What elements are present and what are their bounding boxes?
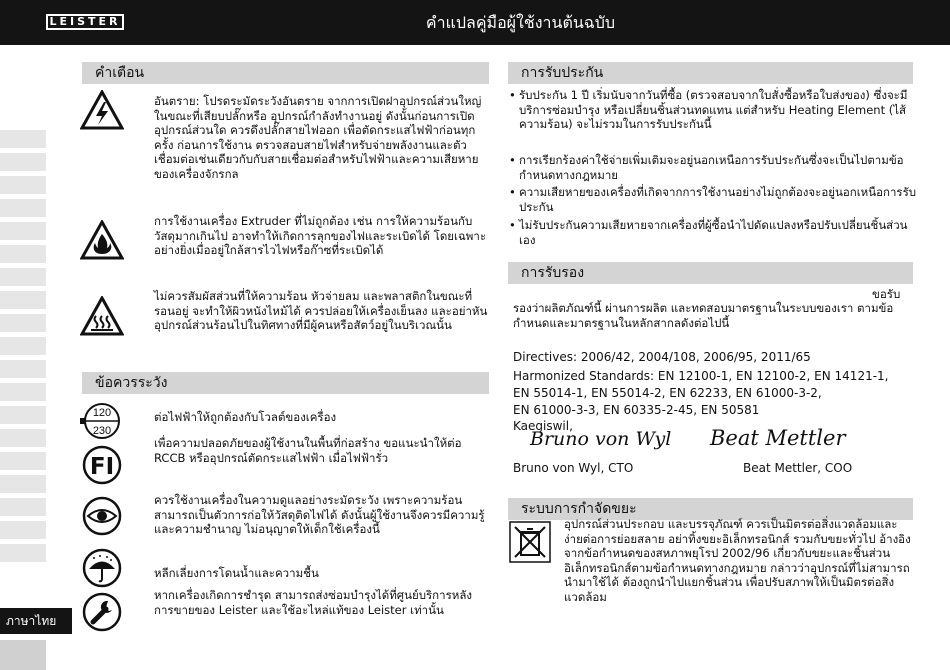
page-title: คำแปลคู่มือผู้ใช้งานต้นฉบับ xyxy=(425,13,615,32)
warranty-section-title: การรับประกัน xyxy=(508,62,913,84)
top-header-bar xyxy=(0,0,950,45)
side-tab xyxy=(0,314,46,332)
side-tab xyxy=(0,337,46,355)
disposal-text: อุปกรณ์ส่วนประกอบ และบรรจุภัณฑ์ ควรเป็นมิตรต่อสิ่งแวดล้อมและง่ายต่อการย่อยสลาย อย่าทิ้งขยะอิเล็กทรอนิกส์ รวมกับขยะทั่วไป อ้างอิงจากข้อกำหนดของสหภาพยุโรป 2002/96 เกี่ยวกับขยะและชิ้นส่วนอิเล็กทรอนิกส์ตามข้อกำหนดทางกฎหมาย กล่าวว่าอุปกรณ์ที่ไม่สามารถนำมาใช้ได้ ต้องถูกนำไปแยกชิ้นส่วน เพื่อปรับสภาพให้เป็นมิตรต่อสิ่งแวดล้อม xyxy=(564,517,911,604)
language-tab-thai: ภาษาไทย xyxy=(0,608,72,634)
side-tab xyxy=(0,429,46,447)
certification-directives: Directives: 2006/42, 2004/108, 2006/95, 2011/65 xyxy=(513,350,811,364)
certification-standards: EN 61000-3-3, EN 60335-2-45, EN 50581 xyxy=(513,403,760,417)
warning-text-hot-surface: ไม่ควรสัมผัสส่วนที่ให้ความร้อน หัวจ่ายลม และพลาสติกในขณะที่รอนอยู่ จะทำให้ผิวหนังไหม้ได้ ควรปล่อยให้เครื่องเย็นลง และอย่าหันอุปกรณ์ส่วนร้อนไปในทิศทางที่มีผู้คนหรือสัตว์อยู่ในบริเวณนั้น xyxy=(154,289,488,332)
side-tab xyxy=(0,268,46,286)
side-tab xyxy=(0,245,46,263)
fi-breaker-icon xyxy=(80,445,124,485)
warranty-bullet: • การเรียกร้องค่าใช้จ่ายเพิ่มเติมจะอยู่นอกเหนือการรับประกันซึ่งจะเป็นไปตามข้อกำหนดทางกฎหมาย xyxy=(509,153,923,182)
side-tab xyxy=(0,199,46,217)
bottom-side-tab xyxy=(0,640,46,670)
signature-bruno: Bruno von Wyl xyxy=(530,428,672,450)
eye-icon xyxy=(80,496,124,536)
signature-beat: Beat Mettler xyxy=(710,426,846,450)
side-tabs xyxy=(0,130,46,567)
caution-text-service: หากเครื่องเกิดการชำรุด สามารถส่งซ่อมบำรุงได้ที่ศูนย์บริการหลังการขายของ Leister และใช้อะไหล่แท้ของ Leister เท่านั้น xyxy=(154,588,473,617)
side-tab xyxy=(0,406,46,424)
warning-section-title: คำเตือน xyxy=(82,62,489,84)
caution-text-voltage: ต่อไฟฟ้าให้ถูกต้องกับโวลต์ของเครื่อง xyxy=(154,410,337,424)
side-tab xyxy=(0,176,46,194)
certification-place: Kaegiswil, xyxy=(513,419,573,433)
fi-label: FI xyxy=(89,454,115,480)
warranty-bullet: • ความเสียหายของเครื่องที่เกิดจากการใช้งานอย่างไม่ถูกต้องจะอยู่นอกเหนือการรับประกัน xyxy=(509,185,923,214)
signatory-left: Bruno von Wyl, CTO xyxy=(513,461,634,475)
crossed-bin-icon xyxy=(508,520,552,564)
side-tab xyxy=(0,521,46,539)
voltage-plug-icon xyxy=(80,402,124,440)
side-tab xyxy=(0,475,46,493)
certification-intro-right: ขอรับ xyxy=(872,287,901,301)
side-tab xyxy=(0,498,46,516)
fire-hazard-icon xyxy=(80,220,124,260)
side-tab xyxy=(0,383,46,401)
signatory-right: Beat Mettler, COO xyxy=(743,461,853,475)
hot-surface-icon xyxy=(80,296,124,336)
warranty-bullet: • รับประกัน 1 ปี เริ่มนับจากวันที่ซื้อ (ตรวจสอบจากใบสั่งซื้อหรือใบส่งของ) ซึ่งจะมีบริการซ่อมบำรุง หรือเปลี่ยนชิ้นส่วนทดแทน แต่สำหรับ Heating Element (ไส้ความร้อน) จะไม่รวมในการรับประกันนี้ xyxy=(509,88,923,132)
disposal-section-title: ระบบการกำจัดขยะ xyxy=(508,498,913,520)
certification-intro: รองว่าผลิตภัณฑ์นี้ ผ่านการผลิต และทดสอบมาตรฐานในระบบของเรา ตามข้อกำหนดและมาตรฐานในหลักสากลดังต่อไปนี้ xyxy=(513,301,894,330)
warranty-bullet: • ไม่รับประกันความเสียหายจากเครื่องที่ผู้ซื้อนำไปดัดแปลงหรือปรับเปลี่ยนชิ้นส่วนเอง xyxy=(509,218,923,247)
caution-text-moisture: หลีกเลี่ยงการโดนน้ำและความชื้น xyxy=(154,566,319,580)
wrench-icon xyxy=(80,592,124,632)
certification-standards: EN 55014-1, EN 55014-2, EN 62233, EN 61000-3-2, xyxy=(513,386,822,400)
side-tab xyxy=(0,544,46,562)
certification-section-title: การรับรอง xyxy=(508,262,913,284)
side-tab xyxy=(0,291,46,309)
leister-logo: LEISTER xyxy=(46,14,124,30)
side-tab xyxy=(0,153,46,171)
voltage-top-label: 120 xyxy=(92,407,112,419)
warning-text-electric: อันตราย: โปรดระมัดระวังอันตราย จากการเปิดฝาอุปกรณ์ส่วนใหญ่ในขณะที่เสียบปลั๊กหรือ อุปกรณ์กำลังทำงานอยู่ ดังนั้นก่อนการเปิดอุปกรณ์ส่วนใด ควรดึงปลั๊กสายไฟออก เพื่อตัดกระแสไฟฟ้าก่อนทุกครั้ง ก่อนการใช้งาน ตรวจสอบสายไฟสำหรับจ่ายพลังงานและตัวเชื่อมต่อเช่นเดียวกับกับสายเชื่อมต่อสำหรับไฟฟ้าและความเสียหายของเครื่องจักรกล xyxy=(154,94,482,181)
side-tab xyxy=(0,222,46,240)
caution-section-title: ข้อควรระวัง xyxy=(82,372,489,394)
electric-hazard-icon xyxy=(80,90,124,130)
warning-text-fire: การใช้งานเครื่อง Extruder ที่ไม่ถูกต้อง เช่น การให้ความร้อนกับวัสดุมากเกินไป อาจทำให้เกิดการลุกของไฟและระเบิดได้ โดยเฉพาะอย่างยิ่งเมื่ออยู่ใกล้สารไวไฟหรือก๊าซที่ระเบิดได้ xyxy=(154,214,487,257)
side-tab xyxy=(0,130,46,148)
umbrella-rain-icon xyxy=(80,548,124,588)
caution-text-supervision: ควรใช้งานเครื่องในความดูแลอย่างระมัดระวัง เพราะความร้อนสามารถเป็นตัวการก่อให้วัสดุติดไฟได้ ดังนั้นผู้ใช้งานจึงควรมีความรู้และความชำนาญ ไม่อนุญาตให้เด็กใช้เครื่องนี้ xyxy=(154,493,485,536)
caution-text-rccb: เพื่อความปลอดภัยของผู้ใช้งานในพื้นที่ก่อสร้าง ขอแนะนำให้ต่อ RCCB หรืออุปกรณ์ตัดกระแสไฟฟ้า เมื่อไฟฟ้ารั่ว xyxy=(154,436,462,465)
voltage-bottom-label: 230 xyxy=(92,425,112,437)
side-tab xyxy=(0,360,46,378)
side-tab xyxy=(0,452,46,470)
certification-standards: Harmonized Standards: EN 12100-1, EN 12100-2, EN 14121-1, xyxy=(513,369,889,383)
